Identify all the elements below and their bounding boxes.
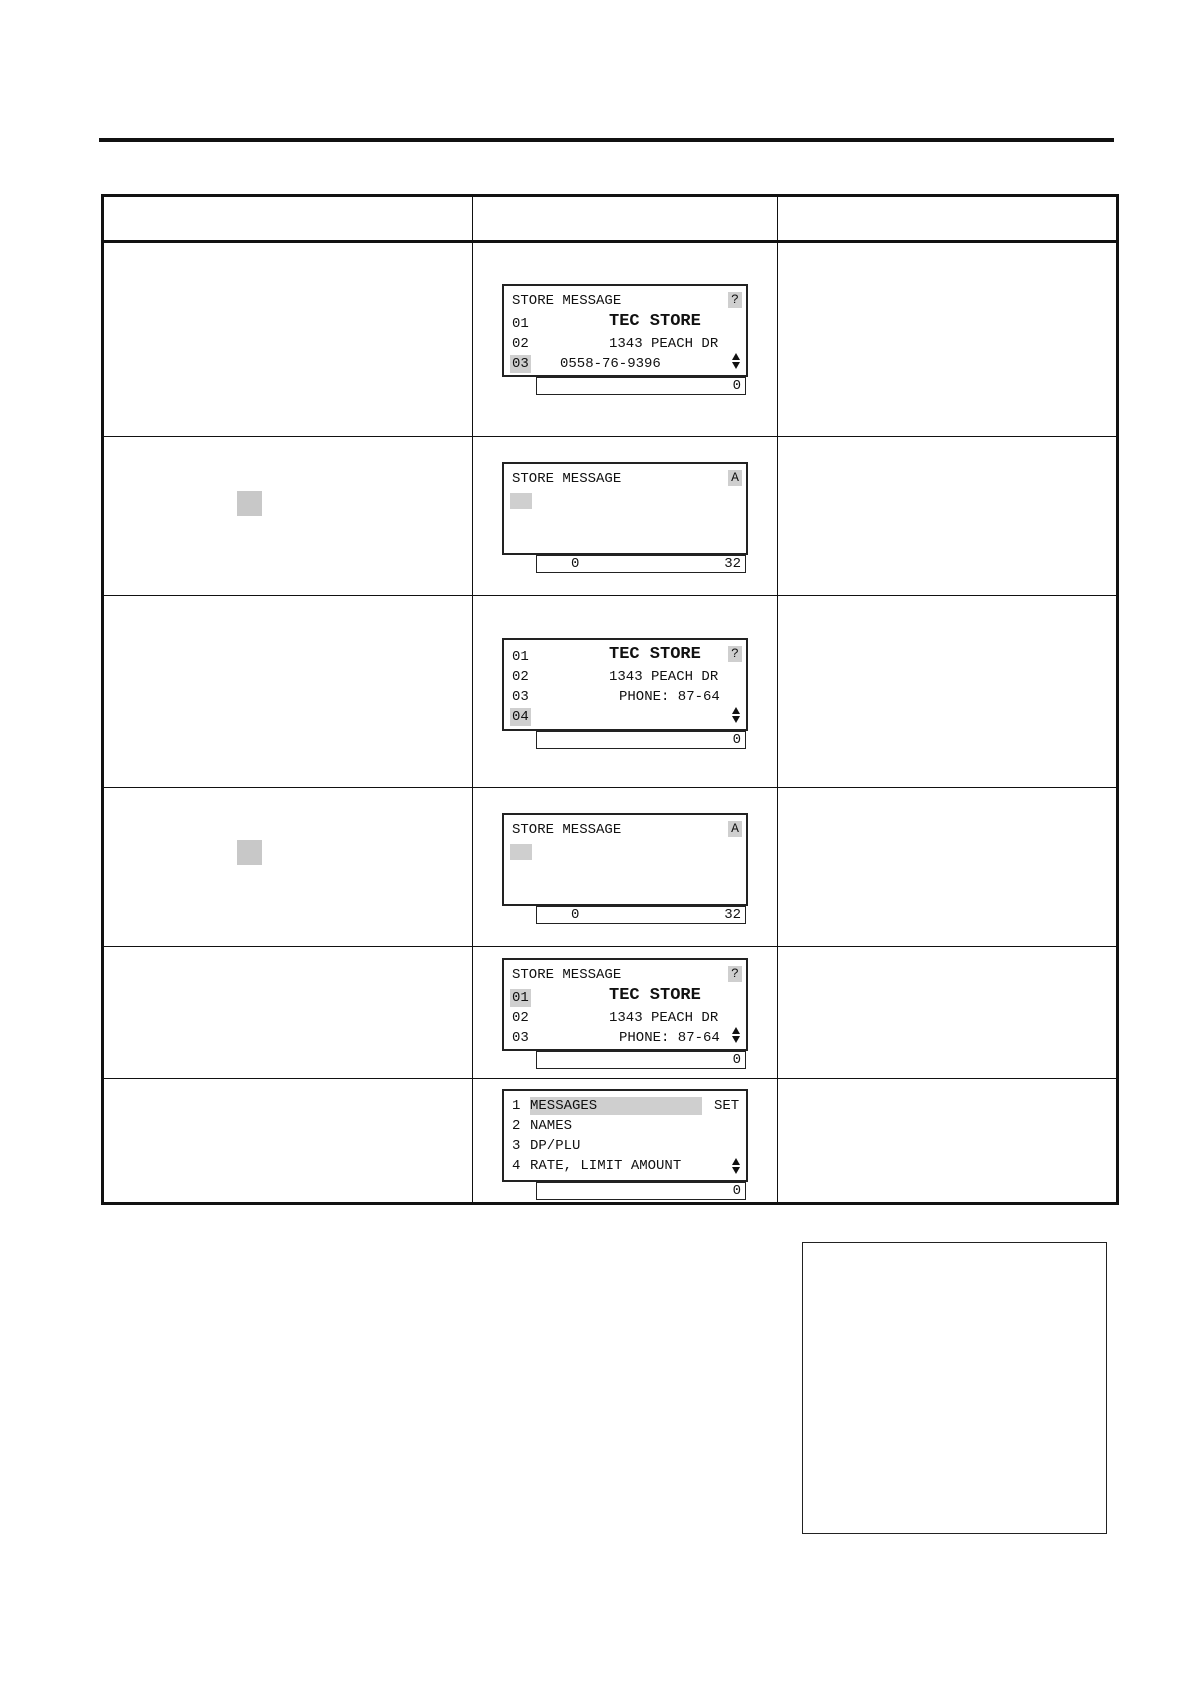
line-text: TEC STORE — [609, 312, 701, 331]
lcd-screen-set-menu — [502, 1089, 748, 1182]
input-mode-tag: A — [728, 821, 742, 837]
header-rule — [99, 138, 1114, 142]
lcd-screen-store-message-input — [502, 813, 748, 906]
scroll-arrows-icon — [731, 1026, 741, 1044]
notes-box — [802, 1242, 1107, 1534]
menu-item-names: NAMES — [530, 1118, 573, 1134]
line-text: 1343 PEACH DR — [609, 669, 719, 685]
counter-max: 32 — [724, 556, 741, 572]
key-placeholder — [237, 840, 262, 865]
line-text: 1343 PEACH DR — [609, 1010, 719, 1026]
counter-bar — [536, 1182, 746, 1200]
row-divider-4 — [104, 946, 1116, 947]
status-tag: ? — [728, 966, 742, 982]
lcd-title: STORE MESSAGE — [512, 293, 622, 309]
counter-bar — [536, 377, 746, 395]
line-number-selected: 04 — [512, 709, 529, 725]
procedure-table — [101, 194, 1119, 1205]
line-text: TEC STORE — [609, 986, 701, 1005]
input-mode-tag: A — [728, 470, 742, 486]
column-divider-2 — [777, 197, 778, 1202]
lcd-screen-store-message-list — [502, 284, 748, 377]
lcd-title: STORE MESSAGE — [512, 471, 622, 487]
column-divider-1 — [472, 197, 473, 1202]
counter-bar — [536, 906, 746, 924]
line-number: 02 — [512, 1010, 529, 1026]
line-number: 03 — [512, 689, 529, 705]
counter-value: 0 — [732, 1052, 741, 1068]
counter-value: 0 — [732, 732, 741, 748]
status-tag: ? — [728, 646, 742, 662]
scroll-arrows-icon — [731, 1157, 741, 1175]
lcd-screen-store-message-list — [502, 958, 748, 1051]
row-divider-5 — [104, 1078, 1116, 1079]
status-tag: ? — [728, 292, 742, 308]
menu-item-dp-plu: DP/PLU — [530, 1138, 581, 1154]
lcd-screen-store-message-list — [502, 638, 748, 731]
scroll-arrows-icon — [731, 352, 741, 370]
line-number-selected: 03 — [512, 356, 529, 372]
counter-bar — [536, 555, 746, 573]
line-text: 1343 PEACH DR — [609, 336, 719, 352]
input-cursor — [510, 493, 532, 509]
menu-item-number: 1 — [512, 1098, 521, 1114]
line-number-selected: 01 — [512, 990, 529, 1006]
mode-label: SET — [714, 1098, 740, 1114]
counter-current: 0 — [571, 556, 580, 572]
key-placeholder — [237, 491, 262, 516]
counter-value: 0 — [732, 1183, 741, 1199]
lcd-screen-store-message-input — [502, 462, 748, 555]
scroll-arrows-icon — [731, 706, 741, 724]
counter-bar — [536, 731, 746, 749]
menu-item-rate-limit: RATE, LIMIT AMOUNT — [530, 1158, 682, 1174]
counter-bar — [536, 1051, 746, 1069]
line-text: PHONE: 87-64 — [619, 1030, 720, 1046]
line-number: 02 — [512, 336, 529, 352]
header-row-divider — [104, 240, 1116, 243]
lcd-title: STORE MESSAGE — [512, 822, 622, 838]
line-number: 02 — [512, 669, 529, 685]
line-number: 01 — [512, 649, 529, 665]
counter-max: 32 — [724, 907, 741, 923]
menu-item-number: 4 — [512, 1158, 521, 1174]
row-divider-3 — [104, 787, 1116, 788]
line-text: 0558-76-9396 — [560, 356, 661, 372]
line-number: 01 — [512, 316, 529, 332]
line-text: PHONE: 87-64 — [619, 689, 720, 705]
input-cursor — [510, 844, 532, 860]
menu-item-messages: MESSAGES — [530, 1097, 702, 1115]
menu-item-number: 2 — [512, 1118, 521, 1134]
row-divider-1 — [104, 436, 1116, 437]
menu-item-number: 3 — [512, 1138, 521, 1154]
line-number: 03 — [512, 1030, 529, 1046]
lcd-title: STORE MESSAGE — [512, 967, 622, 983]
row-divider-2 — [104, 595, 1116, 596]
counter-current: 0 — [571, 907, 580, 923]
line-text: TEC STORE — [609, 645, 701, 664]
counter-value: 0 — [732, 378, 741, 394]
